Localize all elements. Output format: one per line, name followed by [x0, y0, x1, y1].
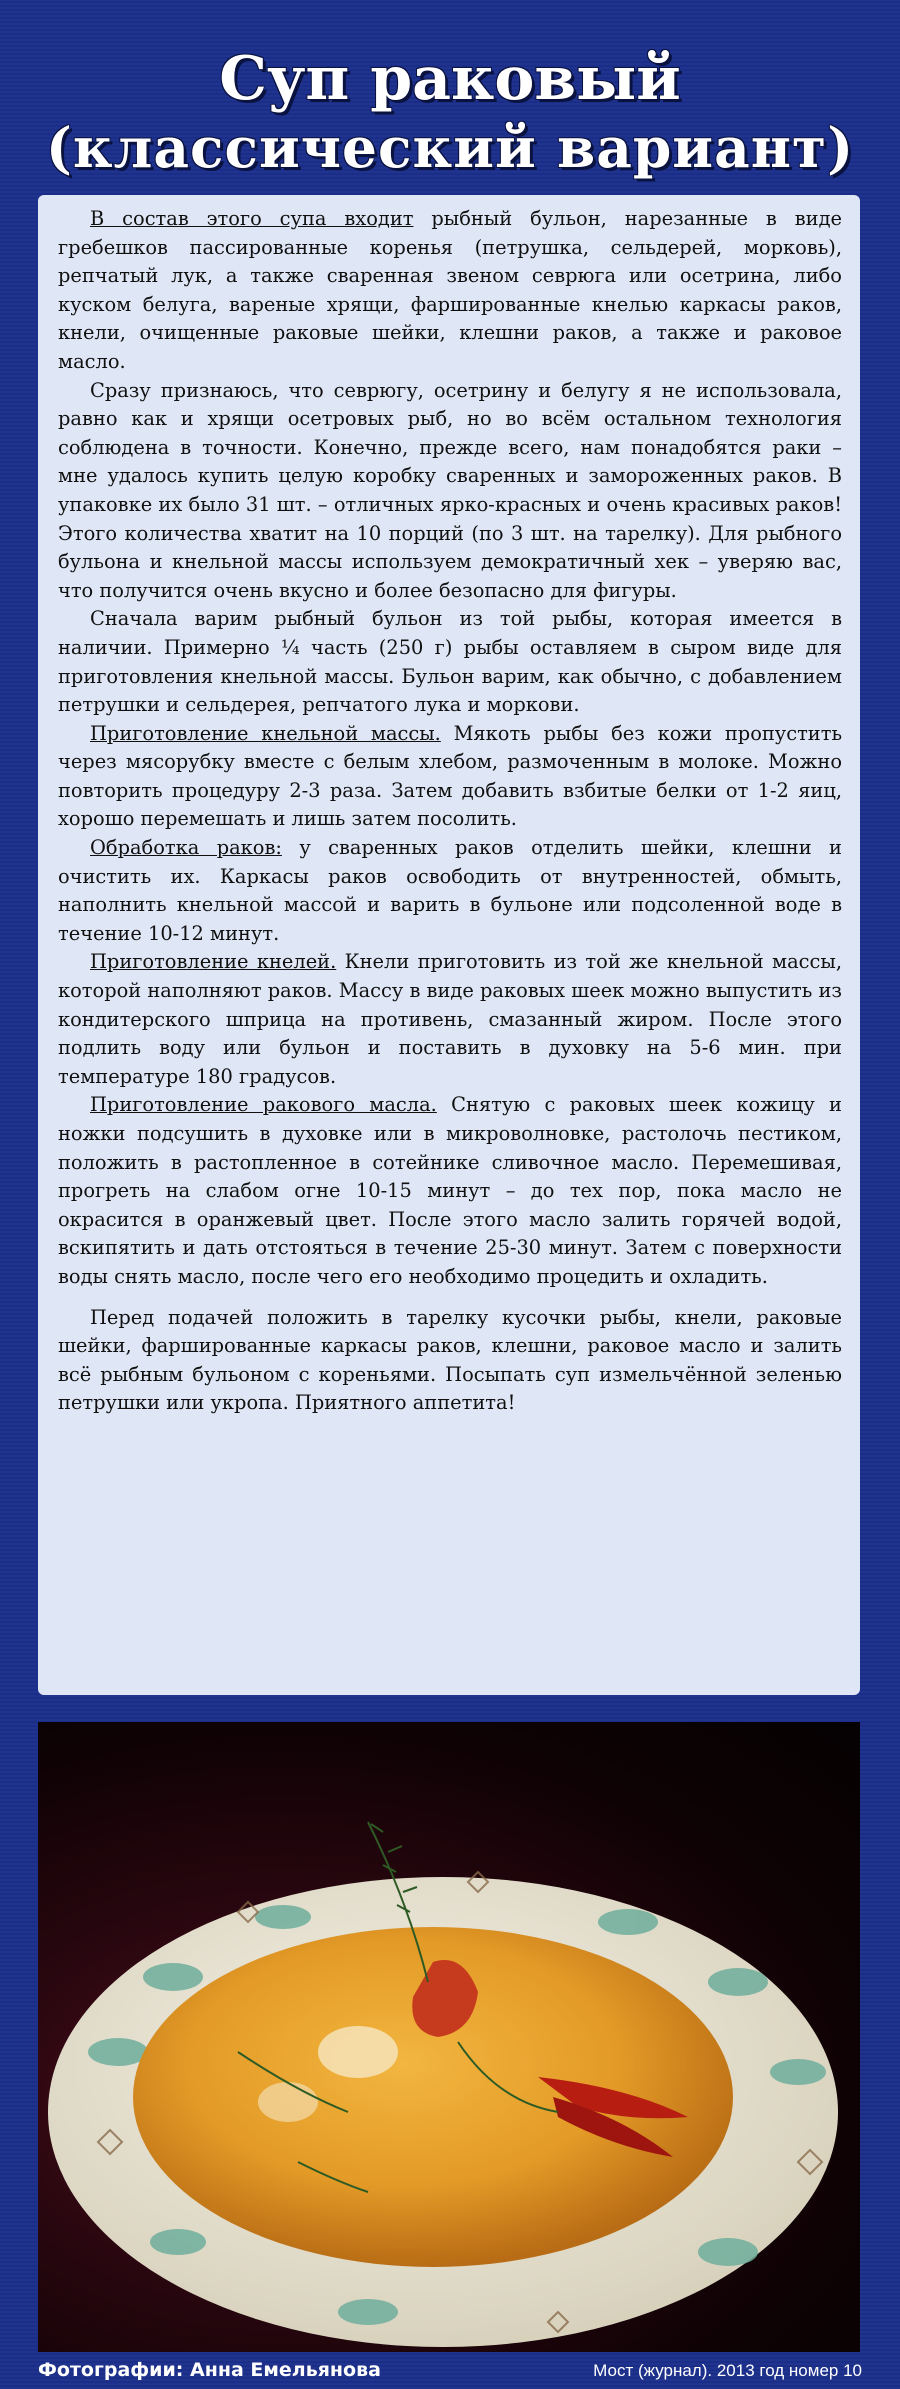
crayfish-butter-text: Снятую с раковых шеек кожицу и ножки подсушить в духовке или в микроволновке, растолочь пестиком, положить в растопленное в сотейнике сливочное масло. Перемешивая, прогреть на слабом огне 10-15 минут – до тех пор, пока масло не окрасится в оранжевый цвет. После этого масло залить горячей водой, вскипятить и дать отстояться в течение 25-30 минут. Затем с поверхности воды снять масло, после чего его необходимо процедить и охладить.: [58, 1093, 842, 1288]
paragraph-broth: Сначала варим рыбный бульон из той рыбы, которая имеется в наличии. Примерно ¼ часть (250 г) рыбы оставляем в сыром виде для приготовления кнельной массы. Бульон варим, как обычно, с добавлением петрушки и сельдерея, репчатого лука и моркови.: [58, 607, 842, 717]
title-line-1: Суп раковый: [219, 44, 681, 115]
quenelles-heading: Приготовление кнелей.: [90, 950, 337, 974]
ingredients-text: рыбный бульон, нарезанные в виде гребешков пассированные коренья (петрушка, сельдерей, морковь), репчатый лук, а также сваренная звеном севрюга или осетрина, либо куском белуга, вареные хрящи, фаршированные кнелью каркасы раков, кнели, очищенные раковые шейки, клешни раков, а также и раковое масло.: [58, 207, 842, 373]
soup-photo: [38, 1722, 860, 2352]
photo-credit: Фотографии: Анна Емельянова: [38, 2359, 381, 2381]
crayfish-butter-heading: Приготовление ракового масла.: [90, 1093, 437, 1117]
quenelles-text: Кнели приготовить из той же кнельной массы, которой наполняют раков. Массу в виде раковых шеек можно выпустить из кондитерского шприца на противень, смазанный жиром. После этого подлить воду или бульон и поставить в духовку на 5-6 мин. при температуре 180 градусов.: [58, 950, 842, 1088]
soup-plate-illustration: [38, 1722, 860, 2352]
paragraph-ingredients: [58, 205, 842, 377]
paragraph-serving: Перед подачей положить в тарелку кусочки рыбы, кнели, раковые шейки, фаршированные каркасы раков, клешни, раковое масло и залить всё рыбным бульоном с кореньями. Посыпать суп измельчённой зеленью петрушки или укропа. Приятного аппетита!: [58, 1305, 842, 1415]
paragraph-crayfish-butter: [58, 1091, 842, 1291]
crayfish-text: у сваренных раков отделить шейки, клешни и очистить их. Каркасы раков освободить от внутренностей, обмыть, наполнить кнельной массой и варить в бульоне или подсоленной воде в течение 10-12 минут.: [58, 836, 842, 945]
ingredients-heading: В состав этого супа входит: [90, 207, 414, 230]
paragraph-quenelle-mass: [58, 720, 842, 834]
source-caption: Мост (журнал). 2013 год номер 10: [593, 2361, 862, 2380]
quenelle-mass-heading: Приготовление кнельной массы.: [90, 721, 441, 745]
crayfish-heading: Обработка раков:: [90, 836, 282, 860]
paragraph-crayfish: [58, 834, 842, 948]
title-line-2: (классический вариант): [45, 115, 855, 181]
page-title: [0, 43, 900, 181]
quenelle-mass-text: Мякоть рыбы без кожи пропустить через мясорубку вместе с белым хлебом, размоченным в молоке. Можно повторить процедуру 2-3 раза. Затем добавить взбитые белки от 1-2 яиц, хорошо перемешать и лишь затем посолить.: [58, 721, 843, 831]
paragraph-quenelles: [58, 948, 842, 1091]
paragraph-intro: Сразу признаюсь, что севрюгу, осетрину и белугу я не использовала, равно как и хрящи осетровых рыб, но во всём остальном технология соблюдена в точности. Конечно, прежде всего, нам понадобятся раки – мне удалось купить целую коробку сваренных и замороженных раков. В упаковке их было 31 шт. – отличных ярко-красных и очень красивых раков! Этого количества хватит на 10 порций (по 3 шт. на тарелку). Для рыбного бульона и кнельной массы используем демократичный хек – уверяю вас, что получится очень вкусно и более безопасно для фигуры.: [58, 378, 842, 602]
recipe-text-panel: [38, 195, 860, 1695]
